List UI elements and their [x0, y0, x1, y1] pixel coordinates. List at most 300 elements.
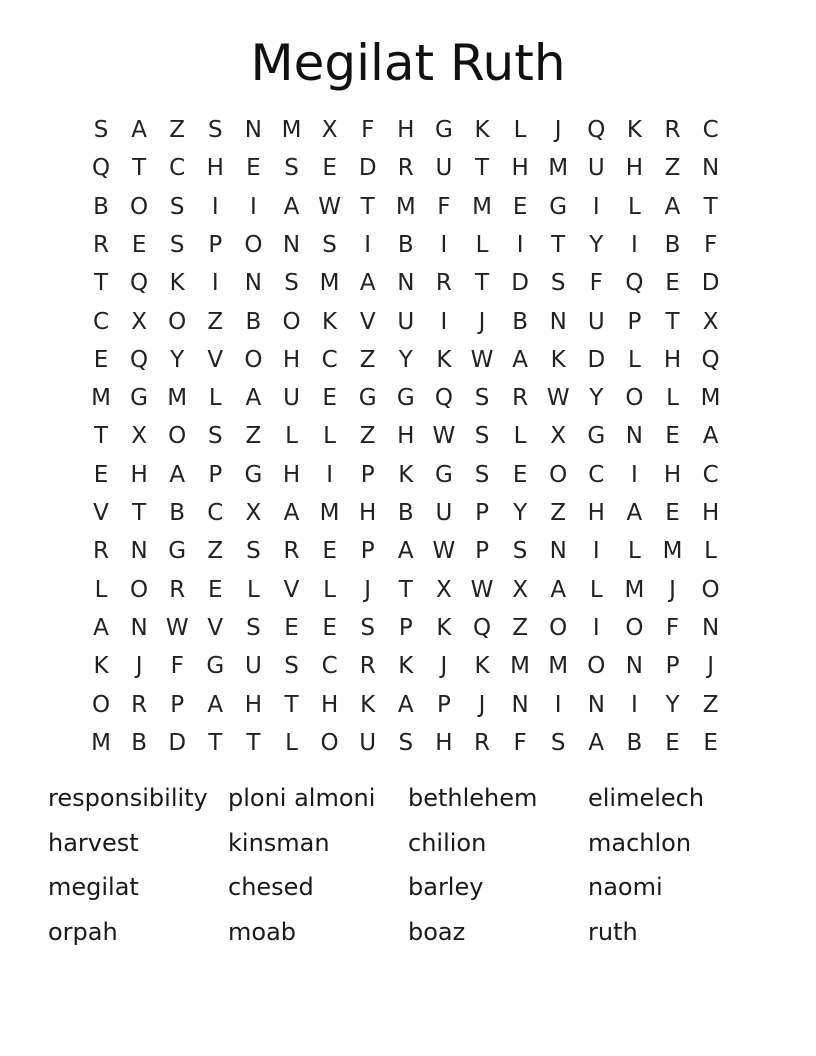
grid-letter[interactable]: Y — [170, 346, 185, 373]
grid-letter[interactable]: A — [359, 270, 376, 297]
grid-letter[interactable]: R — [435, 270, 452, 297]
grid-letter[interactable]: Z — [512, 614, 528, 641]
grid-letter[interactable]: H — [397, 423, 415, 450]
word-bank-item: boaz — [408, 917, 466, 946]
word-bank-item: ploni almoni — [228, 784, 376, 812]
grid-letter[interactable]: Q — [130, 346, 149, 373]
grid-letter[interactable]: N — [397, 270, 415, 297]
grid-letter[interactable]: E — [322, 385, 337, 412]
grid-letter[interactable]: P — [170, 691, 185, 718]
grid-letter[interactable]: N — [701, 155, 720, 182]
grid-letter[interactable]: V — [207, 346, 224, 373]
grid-letter[interactable]: H — [701, 500, 720, 526]
grid-letter[interactable]: E — [131, 231, 147, 258]
grid-letter[interactable]: A — [169, 461, 186, 488]
grid-letter[interactable]: J — [478, 691, 486, 718]
grid-letter[interactable]: X — [131, 423, 147, 450]
grid-letter[interactable]: T — [132, 155, 147, 182]
grid-letter[interactable]: W — [470, 346, 494, 373]
grid-letter[interactable]: K — [626, 117, 642, 143]
grid-letter[interactable]: C — [92, 308, 110, 335]
grid-letter[interactable]: S — [398, 729, 414, 756]
grid-letter[interactable]: G — [396, 385, 415, 412]
grid-letter[interactable]: L — [704, 538, 717, 565]
grid-letter[interactable]: I — [249, 193, 257, 220]
grid-letter[interactable]: A — [207, 691, 224, 718]
grid-letter[interactable]: L — [285, 423, 298, 450]
grid-letter[interactable]: Z — [359, 346, 376, 373]
grid-letter[interactable]: W — [470, 576, 494, 603]
grid-letter[interactable]: X — [321, 117, 338, 143]
word-bank-item: chilion — [408, 828, 487, 857]
grid-letter[interactable]: U — [397, 308, 415, 335]
grid-letter[interactable]: A — [283, 193, 300, 220]
grid-letter[interactable]: F — [513, 729, 527, 756]
grid-letter[interactable]: C — [588, 461, 605, 488]
grid-letter[interactable]: R — [93, 231, 109, 258]
word-bank-item: elimelech — [588, 784, 705, 812]
grid-letter[interactable]: H — [320, 691, 339, 718]
grid-letter[interactable]: N — [130, 614, 148, 641]
grid-letter[interactable]: X — [550, 423, 567, 450]
grid-letter[interactable]: N — [244, 270, 262, 297]
grid-letter[interactable]: P — [475, 538, 489, 565]
grid-letter[interactable]: A — [588, 729, 605, 756]
grid-letter[interactable]: Q — [587, 117, 606, 143]
grid-letter[interactable]: K — [398, 653, 414, 680]
grid-letter[interactable]: T — [665, 308, 680, 335]
grid-letter[interactable]: U — [587, 155, 605, 182]
grid-letter[interactable]: L — [627, 538, 641, 565]
grid-letter[interactable]: I — [630, 461, 638, 488]
grid-letter[interactable]: I — [592, 538, 600, 565]
grid-letter[interactable]: L — [475, 231, 489, 258]
grid-letter[interactable]: M — [395, 193, 416, 220]
grid-letter[interactable]: C — [321, 346, 338, 373]
grid-letter[interactable]: J — [478, 308, 486, 335]
grid-letter[interactable]: O — [130, 576, 149, 603]
grid-letter[interactable]: K — [169, 270, 185, 297]
grid-letter[interactable]: K — [436, 614, 452, 641]
grid-letter[interactable]: D — [701, 270, 720, 297]
grid-letter[interactable]: Z — [207, 308, 224, 335]
grid-letter[interactable]: H — [587, 500, 605, 526]
grid-letter[interactable]: F — [589, 270, 603, 297]
grid-letter[interactable]: L — [513, 117, 527, 143]
grid-letter[interactable]: Y — [398, 346, 413, 373]
grid-letter[interactable]: S — [550, 270, 566, 297]
grid-letter[interactable]: Z — [169, 117, 186, 143]
grid-letter[interactable]: F — [703, 231, 718, 258]
grid-letter[interactable]: L — [285, 729, 298, 756]
grid-letter[interactable]: I — [440, 231, 448, 258]
grid-letter[interactable]: X — [245, 500, 262, 526]
grid-letter[interactable]: P — [475, 500, 489, 526]
grid-letter[interactable]: H — [625, 155, 644, 182]
grid-letter[interactable]: O — [320, 729, 339, 756]
grid-letter[interactable]: S — [284, 653, 299, 680]
grid-letter[interactable]: S — [246, 614, 261, 641]
grid-letter[interactable]: X — [436, 576, 452, 603]
grid-letter[interactable]: L — [513, 423, 527, 450]
grid-letter[interactable]: Y — [665, 691, 680, 718]
grid-letter[interactable]: E — [512, 461, 528, 488]
grid-letter[interactable]: S — [284, 155, 299, 182]
grid-letter[interactable]: M — [548, 155, 569, 182]
grid-letter[interactable]: G — [434, 117, 453, 143]
grid-letter[interactable]: S — [207, 423, 223, 450]
grid-letter[interactable]: N — [282, 231, 301, 258]
grid-letter[interactable]: H — [206, 155, 224, 182]
grid-letter[interactable]: I — [516, 231, 524, 258]
grid-letter[interactable]: G — [434, 461, 453, 488]
grid-letter[interactable]: L — [627, 193, 641, 220]
grid-letter[interactable]: A — [245, 385, 262, 412]
grid-letter[interactable]: O — [549, 614, 568, 641]
grid-letter[interactable]: A — [512, 346, 528, 373]
grid-letter[interactable]: R — [169, 576, 186, 603]
grid-letter[interactable]: N — [549, 538, 567, 565]
grid-letter[interactable]: H — [282, 461, 301, 488]
grid-letter[interactable]: K — [322, 308, 338, 335]
grid-letter[interactable]: N — [549, 308, 567, 335]
grid-letter[interactable]: L — [589, 576, 603, 603]
grid-letter[interactable]: O — [168, 308, 187, 335]
grid-letter[interactable]: E — [93, 461, 109, 488]
grid-letter[interactable]: E — [512, 193, 528, 220]
word-bank-item: naomi — [588, 873, 663, 901]
grid-letter[interactable]: S — [360, 614, 375, 641]
grid-letter[interactable]: G — [587, 423, 606, 450]
grid-letter[interactable]: R — [131, 691, 148, 718]
grid-letter[interactable]: L — [666, 385, 679, 412]
grid-letter[interactable]: P — [665, 653, 680, 680]
grid-letter[interactable]: G — [206, 653, 225, 680]
grid-letter[interactable]: T — [132, 500, 147, 526]
grid-letter[interactable]: H — [244, 691, 263, 718]
grid-letter[interactable]: D — [358, 155, 377, 182]
grid-letter[interactable]: P — [398, 614, 413, 641]
grid-letter[interactable]: T — [398, 576, 413, 603]
grid-letter[interactable]: I — [630, 691, 638, 718]
grid-letter[interactable]: M — [167, 385, 188, 412]
grid-letter[interactable]: R — [512, 385, 529, 412]
grid-letter[interactable]: M — [319, 500, 340, 526]
grid-letter[interactable]: Z — [359, 423, 376, 450]
grid-letter[interactable]: B — [93, 193, 109, 220]
grid-letter[interactable]: L — [323, 423, 336, 450]
grid-letter[interactable]: F — [170, 653, 184, 680]
grid-letter[interactable]: J — [364, 576, 372, 603]
grid-letter[interactable]: O — [244, 231, 263, 258]
grid-letter[interactable]: P — [360, 461, 375, 488]
grid-letter[interactable]: Q — [434, 385, 453, 412]
grid-letter[interactable]: T — [551, 231, 566, 258]
grid-letter[interactable]: B — [169, 500, 186, 526]
grid-letter[interactable]: S — [474, 385, 490, 412]
grid-letter[interactable]: H — [663, 461, 682, 488]
grid-letter[interactable]: G — [358, 385, 377, 412]
grid-letter[interactable]: O — [549, 461, 568, 488]
grid-letter[interactable]: A — [702, 423, 719, 450]
grid-letter[interactable]: N — [587, 691, 605, 718]
grid-letter[interactable]: S — [93, 117, 109, 143]
grid-letter[interactable]: B — [664, 231, 681, 258]
grid-letter[interactable]: W — [432, 423, 456, 450]
grid-letter[interactable]: B — [626, 729, 643, 756]
grid-letter[interactable]: S — [550, 729, 566, 756]
grid-letter[interactable]: E — [665, 423, 680, 450]
grid-letter[interactable]: R — [359, 653, 376, 680]
grid-letter[interactable]: G — [168, 538, 187, 565]
grid-letter[interactable]: G — [130, 385, 148, 412]
grid-letter[interactable]: O — [91, 691, 111, 718]
grid-letter[interactable]: C — [702, 461, 719, 488]
grid-letter[interactable]: M — [700, 385, 721, 412]
grid-letter[interactable]: X — [512, 576, 528, 603]
grid-letter[interactable]: U — [587, 308, 605, 335]
grid-letter[interactable]: U — [435, 500, 453, 526]
grid-letter[interactable]: G — [244, 461, 263, 488]
grid-letter[interactable]: Y — [513, 500, 528, 526]
grid-letter[interactable]: T — [360, 193, 375, 220]
grid-letter[interactable]: O — [282, 308, 301, 335]
grid-letter[interactable]: E — [93, 346, 109, 373]
grid-letter[interactable]: K — [474, 117, 490, 143]
grid-letter[interactable]: H — [359, 500, 377, 526]
grid-letter[interactable]: U — [283, 385, 300, 412]
grid-letter[interactable]: H — [511, 155, 529, 182]
grid-letter[interactable]: H — [435, 729, 453, 756]
grid-letter[interactable]: V — [207, 614, 224, 641]
grid-letter[interactable]: Z — [550, 500, 567, 526]
grid-letter[interactable]: S — [169, 193, 185, 220]
grid-letter[interactable]: S — [169, 231, 185, 258]
grid-letter[interactable]: Q — [130, 270, 149, 297]
grid-letter[interactable]: N — [244, 117, 262, 143]
grid-letter[interactable]: H — [282, 346, 301, 373]
grid-letter[interactable]: R — [664, 117, 681, 143]
grid-letter[interactable]: I — [630, 231, 638, 258]
grid-letter[interactable]: R — [283, 538, 300, 565]
grid-letter[interactable]: W — [432, 538, 456, 565]
grid-letter[interactable]: T — [474, 270, 490, 297]
grid-letter[interactable]: P — [208, 461, 223, 488]
grid-letter[interactable]: L — [246, 576, 260, 603]
grid-letter[interactable]: J — [135, 653, 143, 680]
grid-letter[interactable]: O — [244, 346, 263, 373]
grid-letter[interactable]: Q — [91, 155, 111, 182]
grid-letter[interactable]: N — [701, 614, 720, 641]
grid-letter[interactable]: B — [397, 231, 414, 258]
word-bank-item: moab — [228, 917, 297, 946]
word-bank-item: barley — [408, 873, 484, 901]
grid-letter[interactable]: A — [397, 538, 414, 565]
grid-letter[interactable]: Y — [589, 385, 604, 412]
grid-letter[interactable]: A — [664, 193, 681, 220]
grid-letter[interactable]: J — [440, 653, 448, 680]
grid-letter[interactable]: W — [318, 193, 341, 220]
grid-letter[interactable]: C — [169, 155, 186, 182]
grid-letter[interactable]: E — [665, 500, 680, 526]
grid-letter[interactable]: K — [550, 346, 566, 373]
grid-letter[interactable]: P — [208, 231, 223, 258]
page-title: Megilat Ruth — [250, 34, 566, 92]
grid-letter[interactable]: Q — [472, 614, 492, 641]
grid-letter[interactable]: E — [322, 155, 337, 182]
grid-letter[interactable]: T — [284, 691, 299, 718]
grid-letter[interactable]: M — [624, 576, 645, 603]
grid-letter[interactable]: N — [130, 538, 148, 565]
word-bank-item: orpah — [48, 917, 118, 946]
grid-letter[interactable]: E — [665, 729, 680, 756]
grid-letter[interactable]: E — [703, 729, 718, 756]
grid-letter[interactable]: V — [93, 500, 109, 526]
grid-letter[interactable]: U — [359, 729, 377, 756]
grid-letter[interactable]: I — [554, 691, 562, 718]
grid-letter[interactable]: K — [360, 691, 376, 718]
grid-letter[interactable]: A — [626, 500, 643, 526]
grid-letter[interactable]: I — [211, 270, 219, 297]
grid-letter[interactable]: H — [397, 117, 415, 143]
grid-letter[interactable]: M — [281, 117, 302, 143]
grid-letter[interactable]: E — [208, 576, 223, 603]
grid-letter[interactable]: T — [93, 423, 109, 450]
grid-letter[interactable]: I — [364, 231, 372, 258]
grid-letter[interactable]: Y — [589, 231, 604, 258]
grid-letter[interactable]: F — [361, 117, 375, 143]
grid-letter[interactable]: B — [512, 308, 528, 335]
grid-letter[interactable]: Q — [625, 270, 644, 297]
grid-letter[interactable]: L — [627, 346, 641, 373]
grid-letter[interactable]: Z — [207, 538, 224, 565]
grid-letter[interactable]: M — [662, 538, 683, 565]
grid-letter[interactable]: A — [131, 117, 147, 143]
grid-letter[interactable]: D — [511, 270, 529, 297]
grid-letter[interactable]: R — [93, 538, 109, 565]
grid-letter[interactable]: I — [211, 193, 219, 220]
word-bank-item: megilat — [48, 873, 139, 901]
grid-letter[interactable]: L — [323, 576, 336, 603]
grid-letter[interactable]: T — [703, 193, 718, 220]
grid-letter[interactable]: L — [94, 576, 108, 603]
grid-letter[interactable]: U — [435, 155, 453, 182]
grid-letter[interactable]: N — [625, 653, 643, 680]
grid-letter[interactable]: S — [284, 270, 299, 297]
grid-letter[interactable]: Q — [701, 346, 720, 373]
grid-letter[interactable]: V — [359, 308, 376, 335]
grid-letter[interactable]: W — [546, 385, 570, 412]
grid-letter[interactable]: T — [208, 729, 223, 756]
grid-letter[interactable]: Z — [702, 691, 719, 718]
grid-letter[interactable]: E — [322, 538, 337, 565]
grid-letter[interactable]: M — [472, 193, 492, 220]
grid-letter[interactable]: A — [283, 500, 300, 526]
grid-letter[interactable]: X — [702, 308, 719, 335]
grid-letter[interactable]: K — [398, 461, 414, 488]
grid-letter[interactable]: S — [474, 423, 490, 450]
grid-letter[interactable]: T — [474, 155, 490, 182]
grid-letter[interactable]: I — [326, 461, 333, 488]
grid-letter[interactable]: C — [207, 500, 224, 526]
grid-letter[interactable]: Z — [245, 423, 262, 450]
grid-letter[interactable]: S — [207, 117, 223, 143]
grid-letter[interactable]: S — [474, 461, 490, 488]
grid-letter[interactable]: H — [130, 461, 148, 488]
grid-letter[interactable]: X — [131, 308, 147, 335]
grid-letter[interactable]: A — [93, 614, 109, 641]
grid-letter[interactable]: B — [397, 500, 414, 526]
grid-letter[interactable]: J — [707, 653, 714, 680]
grid-letter[interactable]: B — [245, 308, 262, 335]
grid-letter[interactable]: I — [592, 193, 600, 220]
grid-letter[interactable]: J — [669, 576, 676, 603]
grid-letter[interactable]: E — [284, 614, 299, 641]
grid-letter[interactable]: F — [437, 193, 451, 220]
grid-letter[interactable]: P — [436, 691, 451, 718]
grid-letter[interactable]: O — [701, 576, 720, 603]
grid-letter[interactable]: D — [168, 729, 187, 756]
grid-letter[interactable]: M — [548, 653, 569, 680]
grid-letter[interactable]: K — [474, 653, 490, 680]
grid-letter[interactable]: O — [168, 423, 187, 450]
grid-letter[interactable]: I — [440, 308, 448, 335]
grid-letter[interactable]: H — [663, 346, 682, 373]
grid-letter[interactable]: E — [665, 270, 680, 297]
grid-letter[interactable]: N — [625, 423, 643, 450]
grid-letter[interactable]: O — [130, 193, 149, 220]
grid-letter[interactable]: O — [625, 385, 644, 412]
grid-letter[interactable]: R — [397, 155, 414, 182]
grid-letter[interactable]: I — [592, 614, 600, 641]
grid-letter[interactable]: F — [665, 614, 680, 641]
grid-letter[interactable]: V — [283, 576, 300, 603]
grid-letter[interactable]: Z — [664, 155, 681, 182]
grid-letter[interactable]: M — [510, 653, 531, 680]
grid-letter[interactable]: W — [165, 614, 189, 641]
grid-letter[interactable]: P — [360, 538, 375, 565]
grid-letter[interactable]: C — [321, 653, 338, 680]
grid-letter[interactable]: R — [474, 729, 490, 756]
grid-letter[interactable]: M — [319, 270, 340, 297]
grid-letter[interactable]: K — [436, 346, 452, 373]
grid-letter[interactable]: D — [587, 346, 606, 373]
grid-letter[interactable]: E — [322, 614, 337, 641]
grid-letter[interactable]: O — [587, 653, 606, 680]
grid-letter[interactable]: T — [93, 270, 109, 297]
grid-letter[interactable]: A — [397, 691, 414, 718]
grid-letter[interactable]: C — [702, 117, 719, 143]
grid-letter[interactable]: S — [512, 538, 528, 565]
grid-letter[interactable]: P — [627, 308, 642, 335]
grid-letter[interactable]: M — [91, 385, 111, 412]
grid-letter[interactable]: M — [91, 729, 111, 756]
grid-letter[interactable]: B — [131, 729, 147, 756]
grid-letter[interactable]: L — [208, 385, 222, 412]
grid-letter[interactable]: U — [244, 653, 262, 680]
grid-letter[interactable]: N — [511, 691, 529, 718]
grid-letter[interactable]: A — [550, 576, 567, 603]
grid-letter[interactable]: J — [554, 117, 562, 143]
grid-letter[interactable]: S — [322, 231, 337, 258]
grid-letter[interactable]: K — [93, 653, 109, 680]
grid-letter[interactable]: E — [246, 155, 261, 182]
grid-letter[interactable]: T — [246, 729, 261, 756]
grid-letter[interactable]: O — [625, 614, 644, 641]
grid-letter[interactable]: S — [246, 538, 261, 565]
word-bank-item: machlon — [588, 828, 692, 857]
grid-letter[interactable]: G — [549, 193, 568, 220]
